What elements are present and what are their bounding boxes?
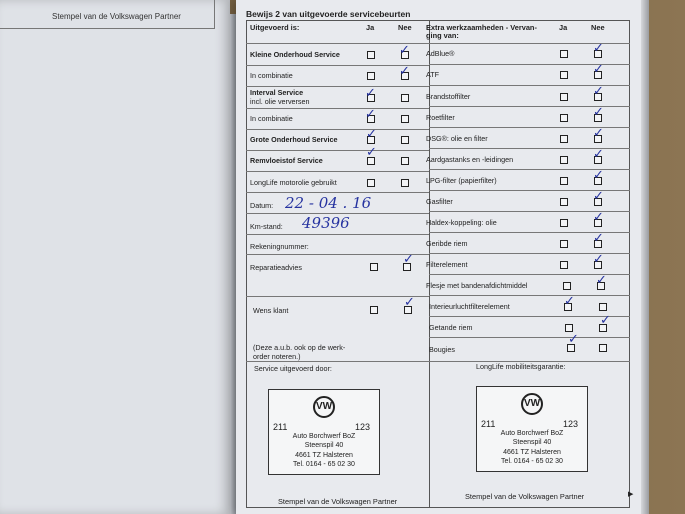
checkmark-icon: ✓ bbox=[600, 313, 611, 328]
checkbox-flesje-ja[interactable] bbox=[563, 282, 571, 290]
stamp-line-1: Auto Borchwerf BoZ bbox=[500, 430, 564, 437]
stamp-num-left: 211 bbox=[273, 422, 288, 432]
row-sublabel-interval: incl. olie verversen bbox=[250, 97, 310, 106]
right-header: Extra werkzaamheden - Vervan- bbox=[426, 23, 537, 32]
checkbox-brandstof-ja[interactable] bbox=[560, 93, 568, 101]
checkmark-icon: ✓ bbox=[399, 43, 410, 58]
right-row-adblue: AdBlue® bbox=[426, 49, 455, 58]
right-nee-header: Nee bbox=[591, 23, 605, 32]
dealer-stamp-left bbox=[268, 389, 380, 475]
checkmark-icon: ✓ bbox=[593, 231, 604, 246]
checkmark-icon: ✓ bbox=[366, 145, 377, 160]
stamp-num-right: 123 bbox=[563, 419, 579, 429]
note-label-2: order noteren.) bbox=[253, 352, 301, 361]
checkmark-icon: ✓ bbox=[593, 147, 604, 162]
right-row-bougies: Bougies bbox=[429, 345, 455, 354]
checkbox-interval-nee[interactable] bbox=[401, 94, 409, 102]
right-page-edge bbox=[641, 0, 649, 514]
checkbox-wens-ja[interactable] bbox=[370, 306, 378, 314]
row-divider bbox=[246, 129, 429, 130]
row-divider bbox=[246, 150, 429, 151]
row-label-longlife: LongLife motorolie gebruikt bbox=[250, 178, 337, 187]
stamp-line-3: 4661 TZ Halsteren bbox=[295, 452, 353, 459]
stamp-line-4: Tel. 0164 - 65 02 30 bbox=[501, 458, 563, 465]
right-row-interieur: Interieurluchtfilterelement bbox=[429, 302, 510, 311]
checkbox-aardgas-ja[interactable] bbox=[560, 156, 568, 164]
right-row-atf: ATF bbox=[426, 70, 440, 79]
checkbox-incombi2-nee[interactable] bbox=[401, 115, 409, 123]
note-label: (Deze a.u.b. ook op de werk- bbox=[253, 343, 346, 352]
row-label-kleine: Kleine Onderhoud Service bbox=[250, 50, 340, 59]
row-label-grote: Grote Onderhoud Service bbox=[250, 135, 338, 144]
right-row-aardgas: Aardgastanks en -leidingen bbox=[426, 155, 514, 164]
checkbox-incombi1-ja[interactable] bbox=[367, 72, 375, 80]
right-row-brandstof: Brandstoffilter bbox=[426, 92, 471, 101]
right-header-2: ging van: bbox=[426, 31, 459, 40]
stamp-line-4: Tel. 0164 - 65 02 30 bbox=[293, 461, 355, 468]
row-label-remvloeistof: Remvloeistof Service bbox=[250, 156, 323, 165]
dealer-stamp-right bbox=[476, 386, 588, 472]
checkbox-rem-nee[interactable] bbox=[401, 157, 409, 165]
checkmark-icon: ✓ bbox=[365, 86, 376, 101]
row-divider bbox=[246, 171, 429, 172]
checkbox-geribde-ja[interactable] bbox=[560, 240, 568, 248]
checkbox-roet-ja[interactable] bbox=[560, 114, 568, 122]
vw-logo-icon: VW bbox=[521, 393, 543, 415]
checkbox-dsg-ja[interactable] bbox=[560, 135, 568, 143]
left-ja-header: Ja bbox=[366, 23, 375, 32]
stamp-line-1: Auto Borchwerf BoZ bbox=[292, 433, 356, 440]
right-footer: Stempel van de Volkswagen Partner bbox=[465, 492, 585, 501]
row-divider bbox=[246, 234, 429, 235]
checkmark-icon: ✓ bbox=[564, 294, 575, 309]
checkmark-icon: ✓ bbox=[593, 84, 604, 99]
right-row-flesje: Flesje met bandenafdichtmiddel bbox=[426, 281, 528, 290]
page-title: Bewijs 2 van uitgevoerde servicebeurten bbox=[246, 9, 411, 19]
datum-label: Datum: bbox=[250, 201, 274, 210]
checkbox-longlife-ja[interactable] bbox=[367, 179, 375, 187]
checkbox-grote-nee[interactable] bbox=[401, 136, 409, 144]
checkbox-kleine-ja[interactable] bbox=[367, 51, 375, 59]
checkmark-icon: ✓ bbox=[593, 189, 604, 204]
row-divider bbox=[246, 86, 429, 87]
row-divider bbox=[429, 295, 630, 296]
stamp-line-2: Steenspil 40 bbox=[304, 442, 344, 449]
checkmark-icon: ✓ bbox=[596, 273, 607, 288]
left-footer: Stempel van de Volkswagen Partner bbox=[278, 497, 398, 506]
row-divider bbox=[429, 337, 630, 338]
checkbox-haldex-ja[interactable] bbox=[560, 219, 568, 227]
right-row-haldex: Haldex-koppeling: olie bbox=[426, 218, 497, 227]
left-nee-header: Nee bbox=[398, 23, 412, 32]
row-label-interval: Interval Service bbox=[250, 88, 304, 97]
row-divider bbox=[246, 254, 429, 255]
checkmark-icon: ✓ bbox=[593, 62, 604, 77]
checkmark-icon: ✓ bbox=[593, 105, 604, 120]
checkmark-icon: ✓ bbox=[404, 295, 415, 310]
checkbox-filterelement-ja[interactable] bbox=[560, 261, 568, 269]
guarantee-label: LongLife mobiliteitsgarantie: bbox=[476, 362, 566, 371]
right-row-geribde: Geribde riem bbox=[426, 239, 468, 248]
left-header: Uitgevoerd is: bbox=[250, 23, 300, 32]
checkmark-icon: ✓ bbox=[399, 64, 410, 79]
km-value[interactable]: 49396 bbox=[302, 214, 350, 232]
checkbox-getande-ja[interactable] bbox=[565, 324, 573, 332]
section-divider bbox=[246, 361, 630, 362]
checkbox-gasfilter-ja[interactable] bbox=[560, 198, 568, 206]
right-ja-header: Ja bbox=[559, 23, 568, 32]
left-stamp-label: Stempel van de Volkswagen Partner bbox=[52, 12, 181, 21]
checkbox-interieur-nee[interactable] bbox=[599, 303, 607, 311]
checkmark-icon: ✓ bbox=[365, 107, 376, 122]
checkbox-lpg-ja[interactable] bbox=[560, 177, 568, 185]
checkmark-icon: ✓ bbox=[593, 168, 604, 183]
reparatie-label: Reparatieadvies bbox=[250, 263, 302, 272]
row-divider bbox=[246, 192, 429, 193]
checkbox-longlife-nee[interactable] bbox=[401, 179, 409, 187]
checkbox-bougies-nee[interactable] bbox=[599, 344, 607, 352]
checkbox-adblue-ja[interactable] bbox=[560, 50, 568, 58]
checkmark-icon: ✓ bbox=[403, 252, 414, 267]
rekening-label: Rekeningnummer: bbox=[250, 242, 309, 251]
stamp-line-2: Steenspil 40 bbox=[512, 439, 552, 446]
wens-label: Wens klant bbox=[253, 306, 289, 315]
row-label-incombi-2: In combinatie bbox=[250, 114, 293, 123]
right-row-gasfilter: Gasfilter bbox=[426, 197, 453, 206]
stamp-num-left: 211 bbox=[481, 419, 496, 429]
checkmark-icon: ✓ bbox=[593, 210, 604, 225]
row-label-incombi-1: In combinatie bbox=[250, 71, 293, 80]
checkmark-icon: ✓ bbox=[593, 252, 604, 267]
km-label: Km-stand: bbox=[250, 222, 283, 231]
stamp-num-right: 123 bbox=[355, 422, 371, 432]
checkmark-icon: ✓ bbox=[568, 332, 579, 347]
vw-logo-icon: VW bbox=[313, 396, 335, 418]
row-divider bbox=[246, 296, 429, 297]
checkbox-atf-ja[interactable] bbox=[560, 71, 568, 79]
right-row-lpg: LPG-filter (papierfilter) bbox=[426, 176, 497, 185]
right-row-roetfilter: Roetfilter bbox=[426, 113, 455, 122]
right-row-getande: Getande riem bbox=[429, 323, 473, 332]
right-row-dsg: DSG®: olie en filter bbox=[426, 134, 488, 143]
right-row-filterelement: Filterelement bbox=[426, 260, 468, 269]
row-divider bbox=[246, 108, 429, 109]
next-page-arrow-icon: ▶ bbox=[628, 491, 634, 498]
service-label: Service uitgevoerd door: bbox=[254, 364, 332, 373]
left-page bbox=[0, 0, 230, 514]
datum-value[interactable]: 22 - 04 . 16 bbox=[285, 194, 372, 212]
checkmark-icon: ✓ bbox=[366, 127, 377, 142]
checkmark-icon: ✓ bbox=[593, 126, 604, 141]
checkbox-reparatie-ja[interactable] bbox=[370, 263, 378, 271]
checkmark-icon: ✓ bbox=[593, 41, 604, 56]
stamp-line-3: 4661 TZ Halsteren bbox=[503, 449, 561, 456]
